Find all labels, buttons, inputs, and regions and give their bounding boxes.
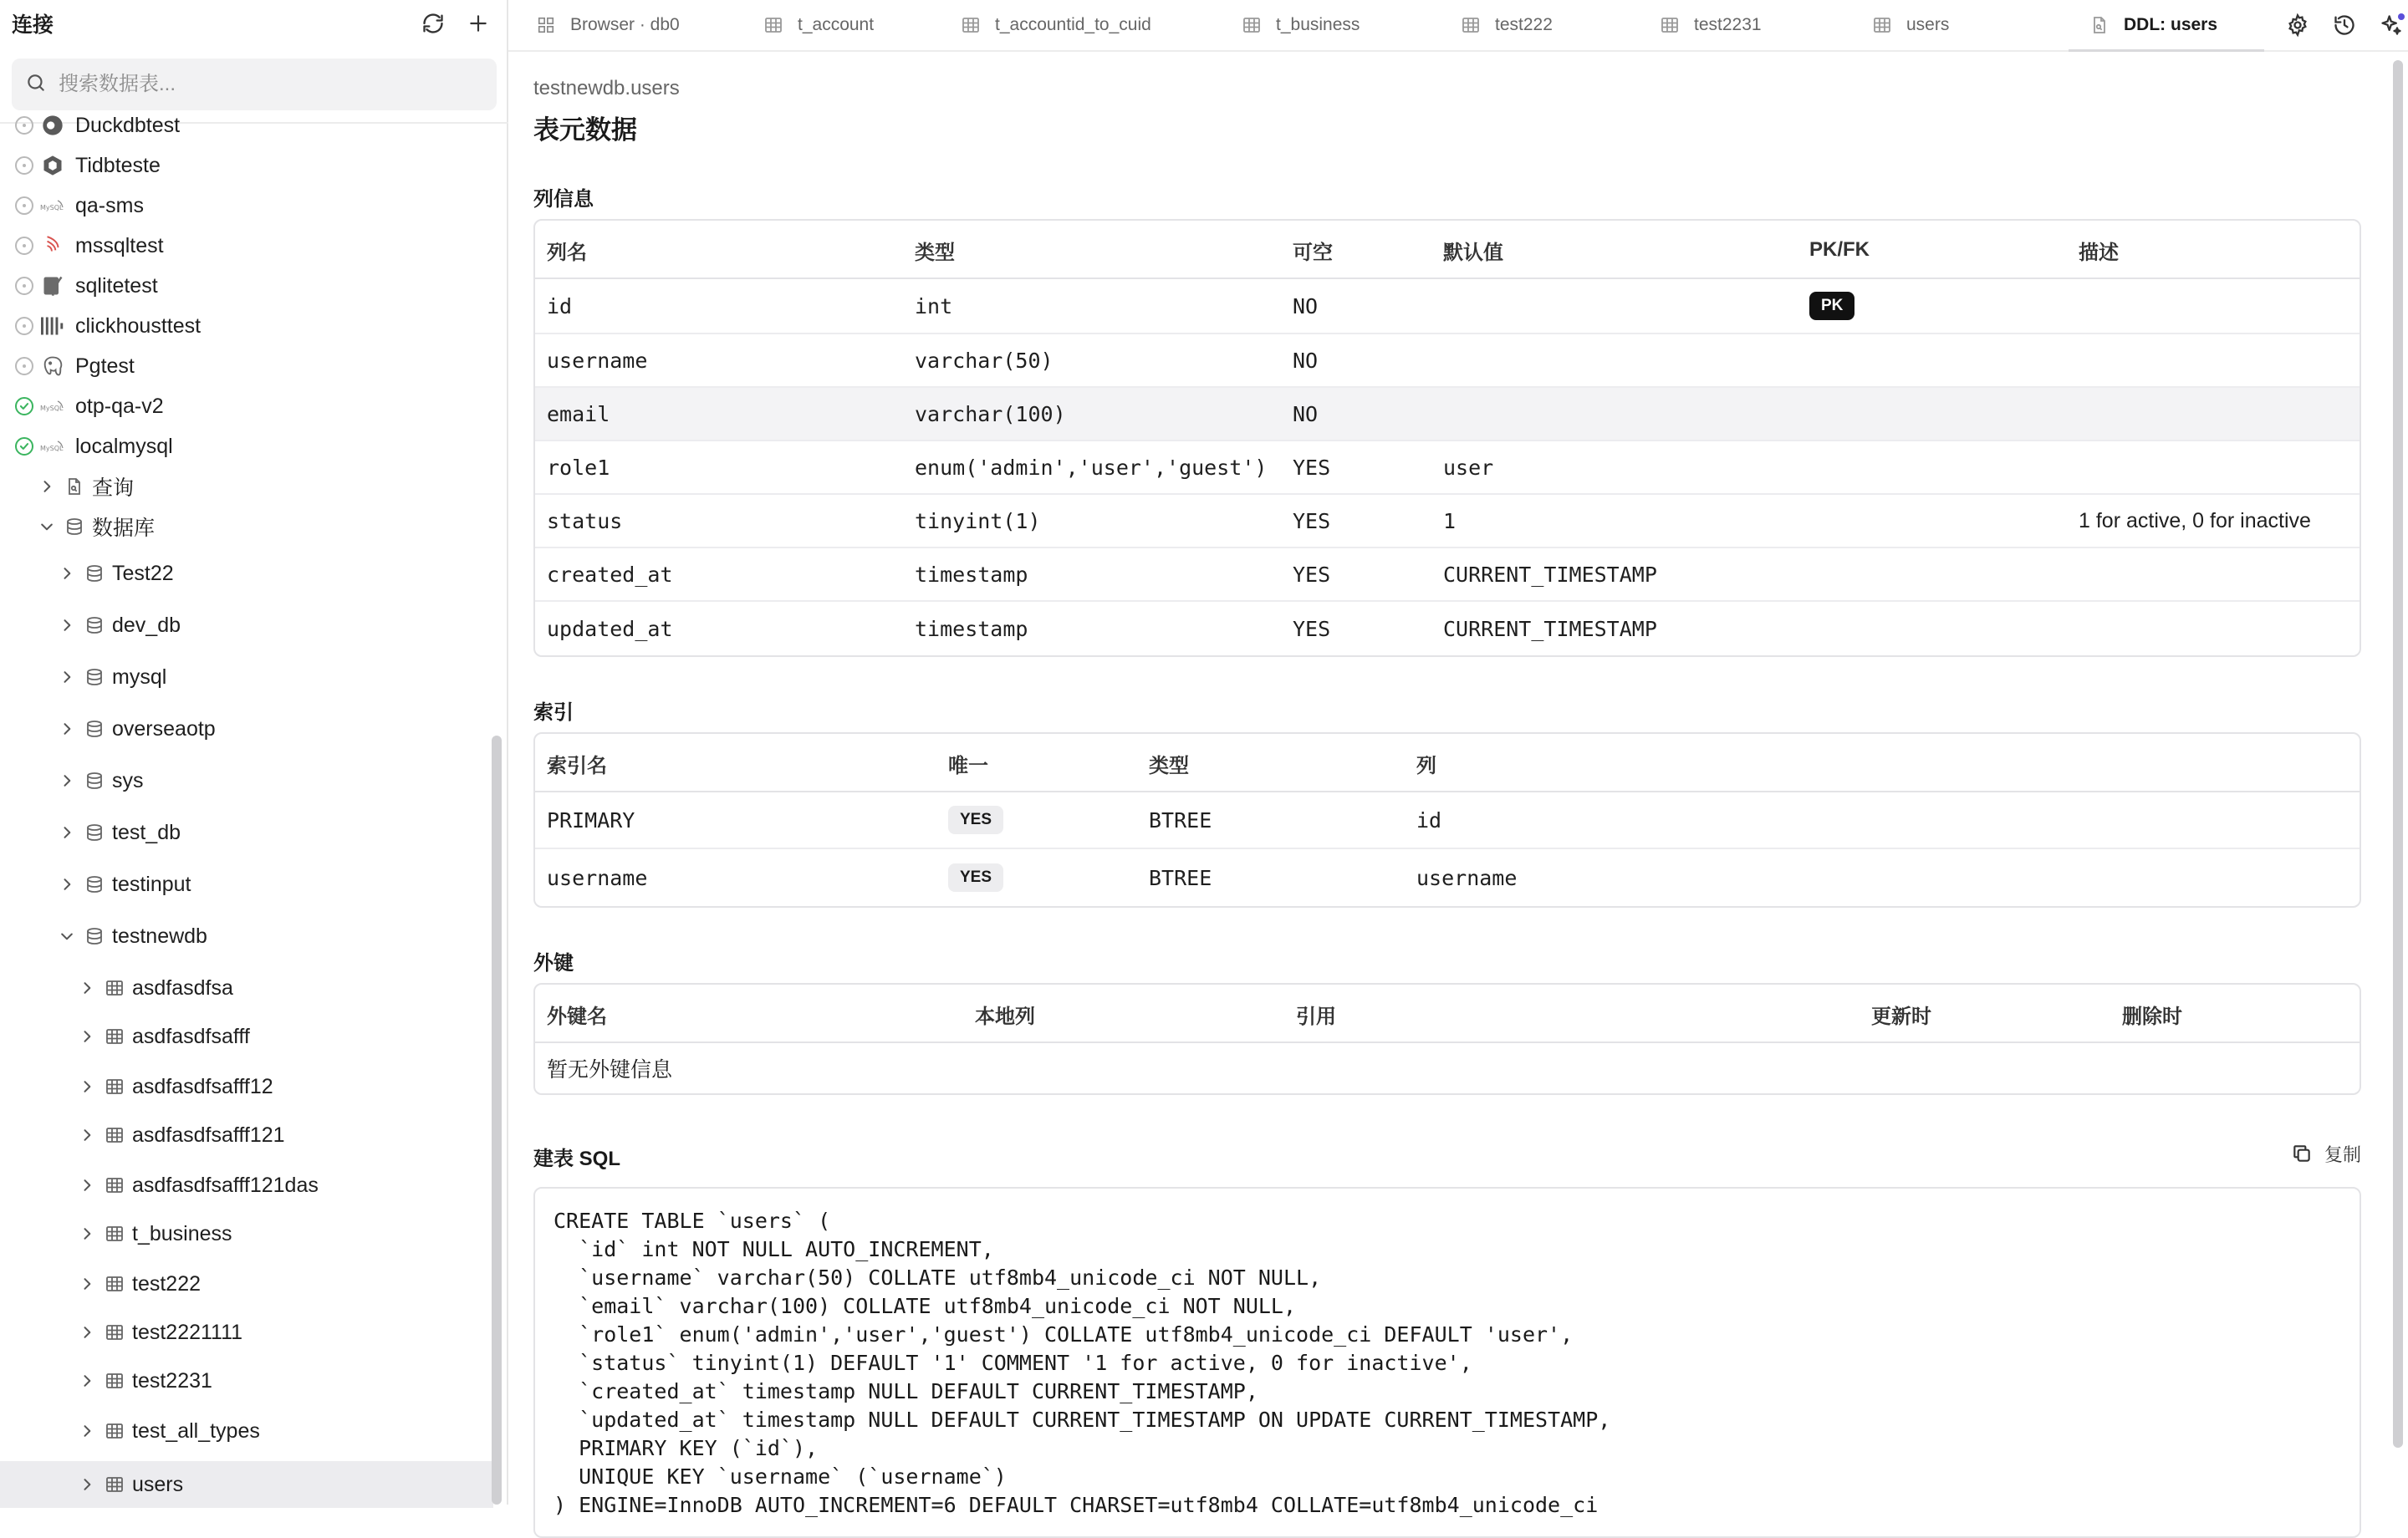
create-table-sql[interactable] [533,1187,2361,1538]
table-icon [102,1024,127,1049]
fk-section-title: 外键 [533,952,574,975]
sqlite-icon [40,273,65,298]
chevron-right-icon[interactable] [57,719,77,739]
columns-table [533,219,2361,657]
cell-columns: username [1416,865,1518,890]
index-section-title: 索引 [533,701,574,724]
notification-dot [2398,13,2405,20]
tree-label: mysql [112,665,167,689]
mysql-icon [40,394,65,419]
cell-name: username [547,348,648,373]
sql-line: `email` varchar(100) COLLATE utf8mb4_unicode_ci NOT NULL, [554,1294,1297,1318]
foreign-key-table [533,983,2361,1095]
tree-item-db[interactable] [0,864,493,904]
cell-columns: id [1416,807,1442,833]
cell-nullable: NO [1293,293,1319,318]
tree-item-table[interactable] [0,1165,493,1205]
tree-item-db[interactable] [0,761,493,801]
tree-label: testinput [112,872,191,896]
cell-nullable: YES [1293,455,1331,480]
fk-header: 更新时 [1871,1005,1931,1028]
column-header: 描述 [2079,241,2119,264]
page-title: 表元数据 [533,115,637,145]
sql-line: CREATE TABLE `users` ( [554,1209,831,1233]
sidebar-scrollbar[interactable] [492,736,502,1505]
tree-item-db[interactable] [0,812,493,853]
chevron-right-icon[interactable] [77,1026,97,1047]
table-row[interactable] [535,334,2360,388]
disconnected-status-icon [15,277,33,295]
sql-line: `status` tinyint(1) DEFAULT '1' COMMENT '1 for active, 0 for inactive', [554,1351,1472,1375]
chevron-right-icon[interactable] [57,771,77,791]
tree-label: t_business [132,1221,232,1245]
sql-line: `id` int NOT NULL AUTO_INCREMENT, [554,1237,994,1261]
sidebar [0,0,508,1505]
tab-label: t_account [798,15,875,34]
search-input[interactable] [59,73,477,96]
tree-item-table[interactable] [0,1067,493,1107]
cell-type: BTREE [1149,865,1212,890]
chevron-right-icon[interactable] [77,1322,97,1342]
chevron-right-icon[interactable] [77,1224,97,1244]
tree-label: test2221111 [132,1320,243,1344]
sql-line: `created_at` timestamp NULL DEFAULT CURRENT_TIMESTAMP, [554,1379,1258,1403]
connected-status-icon [15,397,33,415]
tab-item[interactable] [537,0,680,50]
tab-label: users [1906,15,1950,34]
table-icon [764,16,783,34]
tidb-icon [40,153,65,178]
chevron-down-icon[interactable] [37,517,57,537]
refresh-icon[interactable] [416,7,450,40]
cell-nullable: YES [1293,562,1331,587]
cell-type: BTREE [1149,807,1212,833]
table-row[interactable] [535,279,2360,334]
columns-section-title: 列信息 [533,188,594,211]
sql-line: UNIQUE KEY `username` (`username`) [554,1464,1007,1489]
table-icon [102,1368,127,1393]
cell-key [1809,279,1854,333]
tree-item-connection[interactable] [0,346,493,386]
table-search[interactable] [12,59,497,110]
sidebar-title: 连接 [12,13,54,37]
chevron-right-icon[interactable] [57,822,77,843]
tree-item-table[interactable] [0,1264,493,1304]
tree-item-db[interactable] [0,709,493,749]
chevron-right-icon[interactable] [77,1125,97,1145]
cell-unique [948,849,1003,906]
tab-label: test2231 [1694,15,1762,34]
cell-type: varchar(100) [915,401,1066,426]
column-header: 列名 [547,241,587,264]
chevron-right-icon[interactable] [57,874,77,894]
chevron-right-icon[interactable] [77,1077,97,1097]
cell-name: email [547,401,610,426]
chevron-down-icon[interactable] [57,926,77,946]
tab-actions [2268,0,2408,50]
tree-label: Test22 [112,561,174,585]
column-header: 默认值 [1443,241,1503,264]
chevron-right-icon[interactable] [77,1421,97,1441]
duckdb-icon [40,113,65,138]
search-icon [25,72,47,98]
column-header: 类型 [915,241,955,264]
tree-label: test_db [112,820,181,844]
tree-item-table[interactable] [0,1016,493,1057]
cell-type: timestamp [915,562,1028,587]
sql-line: PRIMARY KEY (`id`), [554,1436,819,1460]
index-table [533,732,2361,908]
table-icon [102,1418,127,1444]
chevron-right-icon[interactable] [77,1274,97,1294]
fk-header: 删除时 [2122,1005,2182,1028]
table-icon [962,16,980,34]
table-icon [102,1074,127,1099]
database-icon [82,924,107,949]
ai-sparkle-icon[interactable] [2375,8,2408,42]
connected-status-icon [15,437,33,456]
table-row[interactable] [535,602,2360,655]
chevron-right-icon[interactable] [37,476,57,497]
cell-nullable: YES [1293,616,1331,641]
database-icon [82,716,107,741]
table-icon [102,1123,127,1148]
tree-label: overseaotp [112,716,216,741]
cell-type: tinyint(1) [915,508,1041,533]
table-icon [102,1472,127,1497]
mysql-icon [40,434,65,459]
tab-item[interactable] [764,0,874,50]
tab-bar [508,0,2408,52]
tree-item-table[interactable] [0,1361,493,1401]
table-row[interactable] [535,849,2360,906]
svg-text:MySQL: MySQL [40,405,64,412]
tree-item-connection[interactable] [0,266,493,306]
sql-line: `username` varchar(50) COLLATE utf8mb4_unicode_ci NOT NULL, [554,1266,1322,1290]
tab-item[interactable] [962,0,1151,50]
chevron-right-icon[interactable] [77,978,97,998]
chevron-right-icon[interactable] [77,1175,97,1195]
pk-badge: PK [1809,292,1854,320]
tree-label: users [132,1472,184,1496]
cell-type: int [915,293,953,318]
copy-sql-button[interactable] [2291,1137,2361,1170]
sql-line: `role1` enum('admin','user','guest') COLLATE utf8mb4_unicode_ci DEFAULT 'user', [554,1322,1574,1347]
tab-ddl-users[interactable] [2090,0,2217,50]
cell-nullable: NO [1293,401,1319,426]
tab-item[interactable] [1661,0,1762,50]
cell-nullable: NO [1293,348,1319,373]
fk-header: 本地列 [975,1005,1035,1028]
unique-badge: YES [948,863,1003,892]
file-icon [62,474,87,499]
disconnected-status-icon [15,237,33,255]
cell-default: CURRENT_TIMESTAMP [1443,562,1657,587]
cell-name: created_at [547,562,673,587]
tree-label: sys [112,768,144,792]
tab-label: Browser · db0 [570,15,680,34]
tree-label: test222 [132,1271,202,1296]
copy-icon [2291,1143,2313,1164]
table-row[interactable] [535,388,2360,441]
index-header: 类型 [1149,754,1189,777]
tree-item-connection[interactable] [0,426,493,466]
tree-label: sqlitetest [75,273,158,298]
cell-desc: 1 for active, 0 for inactive [2079,508,2311,532]
table-icon [1242,16,1261,34]
tree-label: testnewdb [112,924,207,948]
tab-label: test222 [1495,15,1553,34]
add-connection-icon[interactable] [462,7,495,40]
tree-item-table[interactable] [0,1115,493,1155]
cell-name: role1 [547,455,610,480]
tree-label: qa-sms [75,193,144,217]
tab-label: t_accountid_to_cuid [995,15,1151,34]
tree-item-connection[interactable] [0,186,493,226]
sql-line: ) ENGINE=InnoDB AUTO_INCREMENT=6 DEFAULT CHARSET=utf8mb4 COLLATE=utf8mb4_unicode_ci [554,1493,1599,1517]
tree-label: asdfasdfsa [132,975,233,1000]
tree-label: 查询 [92,476,135,500]
grid-icon [537,16,555,34]
cell-name: updated_at [547,616,673,641]
history-icon[interactable] [2328,8,2361,42]
tree-label: Pgtest [75,354,135,378]
connection-tree [0,113,493,1505]
ddl-content [508,52,2408,1517]
tree-item-folder[interactable] [0,466,493,507]
database-icon [82,613,107,638]
breadcrumb: testnewdb.users [533,77,680,99]
cell-type: enum('admin','user','guest') [915,455,1268,480]
unique-badge: YES [948,806,1003,834]
table-icon [102,1271,127,1296]
database-icon [82,768,107,793]
index-header: 唯一 [948,754,988,777]
tree-item-connection[interactable] [0,105,493,145]
table-icon [102,975,127,1001]
chevron-right-icon[interactable] [57,563,77,583]
tree-label: 数据库 [92,517,156,540]
table-icon [102,1221,127,1246]
cell-name: PRIMARY [547,807,635,833]
tree-item-table[interactable] [0,968,493,1008]
chevron-right-icon[interactable] [77,1474,97,1495]
clickhouse-icon [40,313,65,339]
svg-text:MySQL: MySQL [40,204,64,211]
tab-item[interactable] [1242,0,1360,50]
tree-label: asdfasdfsafff12 [132,1074,273,1098]
database-icon [82,872,107,897]
tree-label: asdfasdfsafff121das [132,1173,319,1197]
table-icon [1462,16,1480,34]
fk-header: 外键名 [547,1005,607,1028]
table-icon [102,1320,127,1345]
index-header: 索引名 [547,754,607,777]
tree-label: localmysql [75,434,173,458]
tree-label: otp-qa-v2 [75,394,164,418]
fk-table-header [535,985,2360,1043]
copy-label: 复制 [2324,1143,2361,1165]
tree-label: test_all_types [132,1418,260,1443]
tree-label: dev_db [112,613,181,637]
tree-item-db[interactable] [0,605,493,645]
empty-row [535,1043,2360,1093]
column-header: PK/FK [1809,238,1870,261]
main-panel [508,0,2408,1517]
cell-default: user [1443,455,1494,480]
table-row[interactable] [535,495,2360,548]
database-icon [82,820,107,845]
tab-label: t_business [1276,15,1360,34]
table-row[interactable] [535,548,2360,602]
chevron-right-icon[interactable] [57,667,77,687]
index-header: 列 [1416,754,1436,777]
tree-item-table[interactable] [0,1312,493,1352]
tree-item-db[interactable] [0,916,493,956]
tab-label: DDL: users [2124,15,2218,34]
cell-default: CURRENT_TIMESTAMP [1443,616,1657,641]
tree-item-connection[interactable] [0,226,493,266]
tree-label: asdfasdfsafff121 [132,1123,285,1147]
database-icon [82,561,107,586]
cell-name: id [547,293,573,318]
cell-default: 1 [1443,508,1457,533]
disconnected-status-icon [15,116,33,135]
sql-section-title: 建表 SQL [533,1148,621,1170]
cell-type: timestamp [915,616,1028,641]
file-icon [2090,16,2109,34]
cell-unique [948,792,1003,848]
tree-item-connection[interactable] [0,145,493,186]
tree-item-table[interactable] [0,1214,493,1254]
disconnected-status-icon [15,317,33,335]
tree-item-connection[interactable] [0,306,493,346]
chevron-right-icon[interactable] [57,615,77,635]
disconnected-status-icon [15,196,33,215]
disconnected-status-icon [15,357,33,375]
index-table-header [535,734,2360,792]
tree-label: test2231 [132,1368,212,1393]
column-header: 可空 [1293,241,1333,264]
tree-label: clickhousttest [75,313,202,338]
tree-item-folder[interactable] [0,507,493,547]
mssql-icon [40,233,65,258]
sql-line: `updated_at` timestamp NULL DEFAULT CURRENT_TIMESTAMP ON UPDATE CURRENT_TIMESTAMP, [554,1408,1611,1432]
tab-item[interactable] [1462,0,1553,50]
table-row[interactable] [535,792,2360,849]
tree-label: asdfasdfsafff [132,1024,250,1048]
cell-type: varchar(50) [915,348,1054,373]
tree-item-table[interactable] [0,1461,493,1508]
mysql-icon [40,193,65,218]
sidebar-header [0,0,507,47]
chevron-right-icon[interactable] [77,1371,97,1391]
database-icon [62,514,87,539]
main-scrollbar[interactable] [2393,60,2403,1448]
cell-name: username [547,865,648,890]
postgres-icon [40,354,65,379]
table-icon [1661,16,1679,34]
tree-label: Duckdbtest [75,113,181,137]
empty-fk-message: 暂无外键信息 [547,1058,673,1082]
fk-header: 引用 [1296,1005,1336,1028]
columns-table-header [535,221,2360,279]
tree-label: mssqltest [75,233,164,257]
tree-label: Tidbteste [75,153,161,177]
cell-name: status [547,508,623,533]
table-row[interactable] [535,441,2360,495]
tree-item-table[interactable] [0,1411,493,1451]
cell-nullable: YES [1293,508,1331,533]
svg-text:MySQL: MySQL [40,445,64,452]
tree-item-db[interactable] [0,553,493,593]
tree-item-connection[interactable] [0,386,493,426]
database-icon [82,665,107,690]
table-icon [102,1173,127,1198]
table-icon [1873,16,1891,34]
disconnected-status-icon [15,156,33,175]
gear-icon[interactable] [2281,8,2314,42]
tab-item[interactable] [1873,0,1949,50]
tree-item-db[interactable] [0,657,493,697]
